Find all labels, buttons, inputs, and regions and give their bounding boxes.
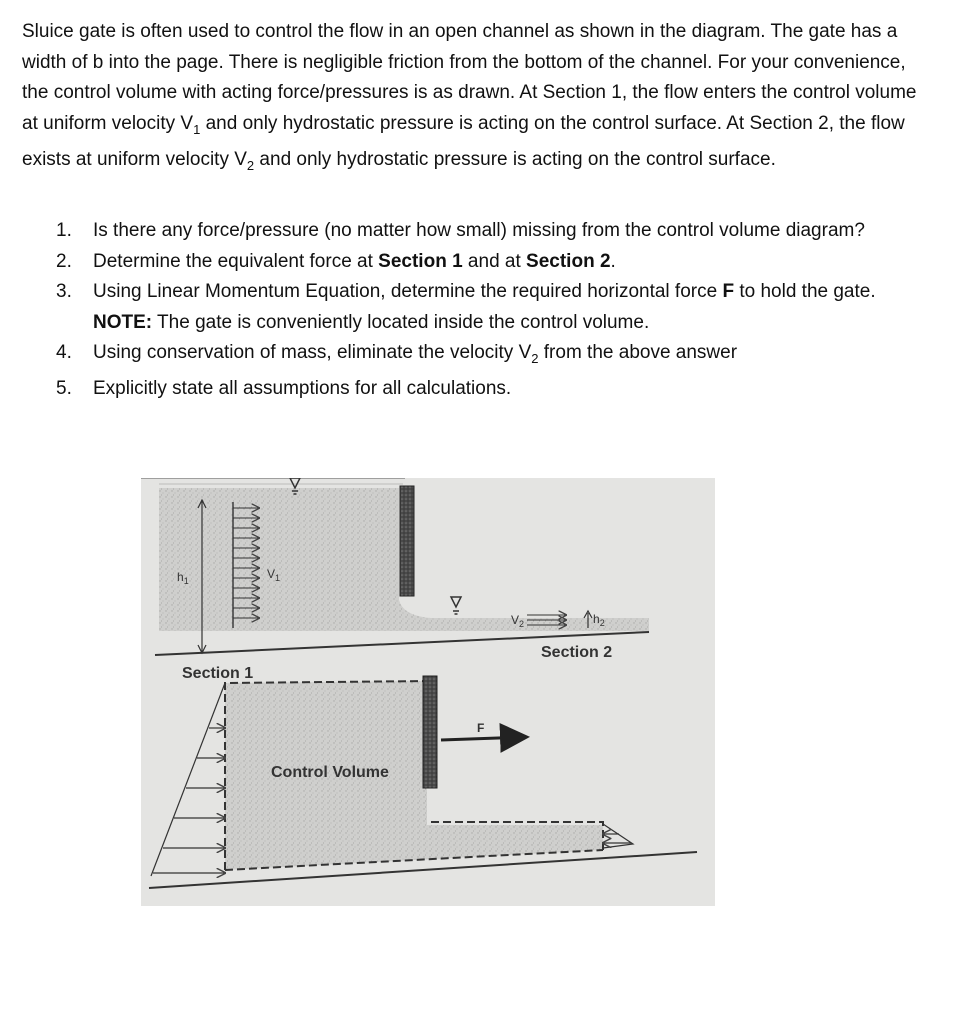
control-volume-label: Control Volume (271, 764, 389, 781)
sluice-gate-diagram (141, 478, 715, 906)
question-2: 2. Determine the equivalent force at Section 1 and at Section 2. (56, 250, 616, 272)
question-list (56, 216, 916, 405)
section-1-label: Section 1 (182, 665, 254, 682)
question-5: 5. Explicitly state all assumptions for all calculations. (56, 378, 512, 400)
question-1: 1. Is there any force/pressure (no matter how small) missing from the control volume diagram? (56, 220, 865, 241)
h2-label: $h_2$ (593, 612, 605, 628)
v2-label: $V_2$ (511, 613, 525, 629)
question-4: 4. Using conservation of mass, eliminate the velocity $V_2$ from the above answer (56, 342, 738, 366)
downstream-surface-symbol-icon (451, 597, 461, 614)
gate-bottom-icon (423, 676, 437, 788)
h1-label: $h_1$ (177, 570, 189, 586)
question-3: 3. Using Linear Momentum Equation, determine the required horizontal force F to hold the gate. NOTE: The gate is conveniently located inside the control volume. (56, 281, 876, 333)
diagram-svg (141, 478, 715, 906)
section-2-label: Section 2 (541, 644, 613, 661)
v1-label: $V_1$ (267, 567, 281, 583)
pressure-distribution-icon (151, 683, 225, 876)
problem-statement: Sluice gate is often used to control the flow in an open channel as shown in the diagram. The gate has a width of b into the page. There is negligible friction from the bottom of the channel. For your convenience, the control volume with acting force/pressures is as drawn. At Section 1, the flow enters the control volume at uniform velocity $V_1$ and only hydrostatic pressure is acting on the control surface. At Section 2, the flow exists at uniform velocity $V_2$ and only hydrostatic pressure is acting on the control surface. (22, 21, 917, 173)
force-label: F (477, 721, 485, 735)
force-arrow-icon (441, 737, 527, 740)
pressure-distribution-2-icon (603, 824, 633, 848)
gate-icon (400, 486, 414, 596)
